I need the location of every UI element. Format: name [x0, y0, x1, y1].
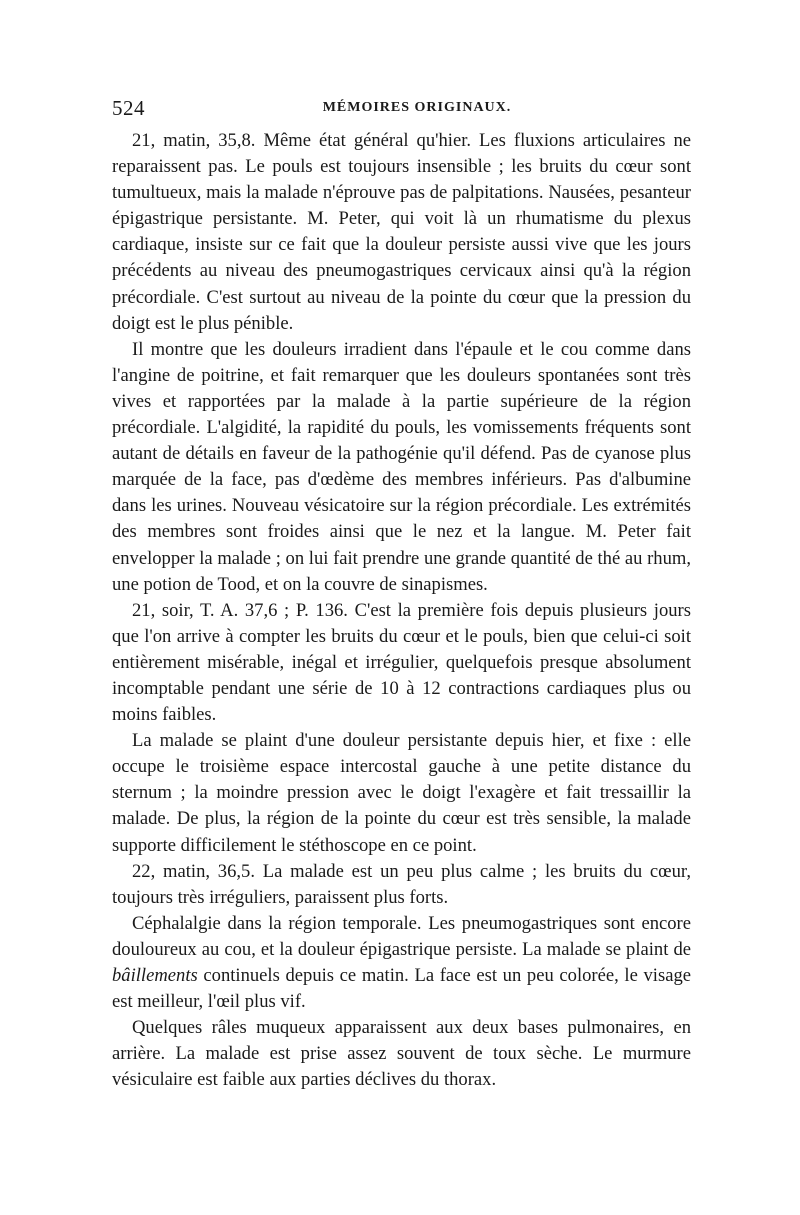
italic-term: bâillements	[112, 965, 198, 986]
paragraph-1	[112, 128, 691, 337]
paragraph-text: Céphalalgie dans la région temporale. Les pneumogastriques sont encore douloureux au cou, et la douleur épigastrique persiste. La malade se plaint de	[112, 912, 691, 960]
paragraph-text: 21, matin, 35,8. Même état général qu'hier. Les fluxions articulaires ne reparaissent pas. Le pouls est toujours insensible ; les bruits du cœur sont tumultueux, mais la malade n'éprouve pas de palpitations. Nausées, pesanteur épigastrique persistante. M. Peter, qui voit là un rhumatisme du plexus cardiaque, insiste sur ce fait que la douleur persiste aussi vive que les jours précédents au niveau des pneumogastriques cervicaux ainsi qu'à la région précordiale. C'est surtout au niveau de la pointe du cœur que la pression du doigt est le plus pénible.	[112, 130, 691, 334]
paragraph-6	[112, 911, 691, 1015]
running-title: MÉMOIRES ORIGINAUX.	[322, 100, 512, 115]
paragraph-5	[112, 859, 691, 911]
paragraph-text: 21, soir, T. A. 37,6 ; P. 136. C'est la première fois depuis plusieurs jours que l'on arrive à compter les bruits du cœur et le pouls, bien que celui-ci soit entièrement misérable, inégal et irrégulier, quelquefois presque absolument incomptable pendant une série de 10 à 12 contractions cardiaques plus ou moins faibles.	[112, 599, 691, 726]
page-number: 524	[112, 96, 145, 120]
paragraph-text-cont: continuels depuis ce matin. La face est un peu colorée, le visage est meilleur, l'œil plus vif.	[112, 965, 691, 1013]
paragraph-text: Il montre que les douleurs irradient dans l'épaule et le cou comme dans l'angine de poitrine, et fait remarquer que les douleurs spontanées sont très vives et rapportées par la malade à la partie supérieure de la région précordiale. L'algidité, la rapidité du pouls, les vomissements fréquents sont autant de détails en faveur de la pathogénie qu'il défend. Pas de cyanose plus marquée de la face, pas d'œdème des membres inférieurs. Pas d'albumine dans les urines. Nouveau vésicatoire sur la région précordiale. Les extrémités des membres sont froides ainsi que le nez et la langue. M. Peter fait envelopper la malade ; on lui fait prendre une grande quantité de thé au rhum, une potion de Tood, et on la couvre de sinapismes.	[112, 338, 691, 595]
page-header	[112, 96, 692, 126]
paragraph-text: Quelques râles muqueux apparaissent aux deux bases pulmonaires, en arrière. La malade est prise assez souvent de toux sèche. Le murmure vésiculaire est faible aux parties déclives du thorax.	[112, 1017, 691, 1091]
paragraph-2	[112, 337, 691, 598]
paragraph-3	[112, 598, 691, 728]
body-text	[112, 128, 691, 1093]
paragraph-7	[112, 1015, 691, 1093]
paragraph-4	[112, 728, 691, 858]
paragraph-text: La malade se plaint d'une douleur persistante depuis hier, et fixe : elle occupe le troisième espace intercostal gauche à une petite distance du sternum ; la moindre pression avec le doigt l'exagère et fait tressaillir la malade. De plus, la région de la pointe du cœur est très sensible, la malade supporte difficilement le stéthoscope en ce point.	[112, 730, 691, 856]
paragraph-text: 22, matin, 36,5. La malade est un peu plus calme ; les bruits du cœur, toujours très irréguliers, paraissent plus forts.	[112, 860, 691, 908]
